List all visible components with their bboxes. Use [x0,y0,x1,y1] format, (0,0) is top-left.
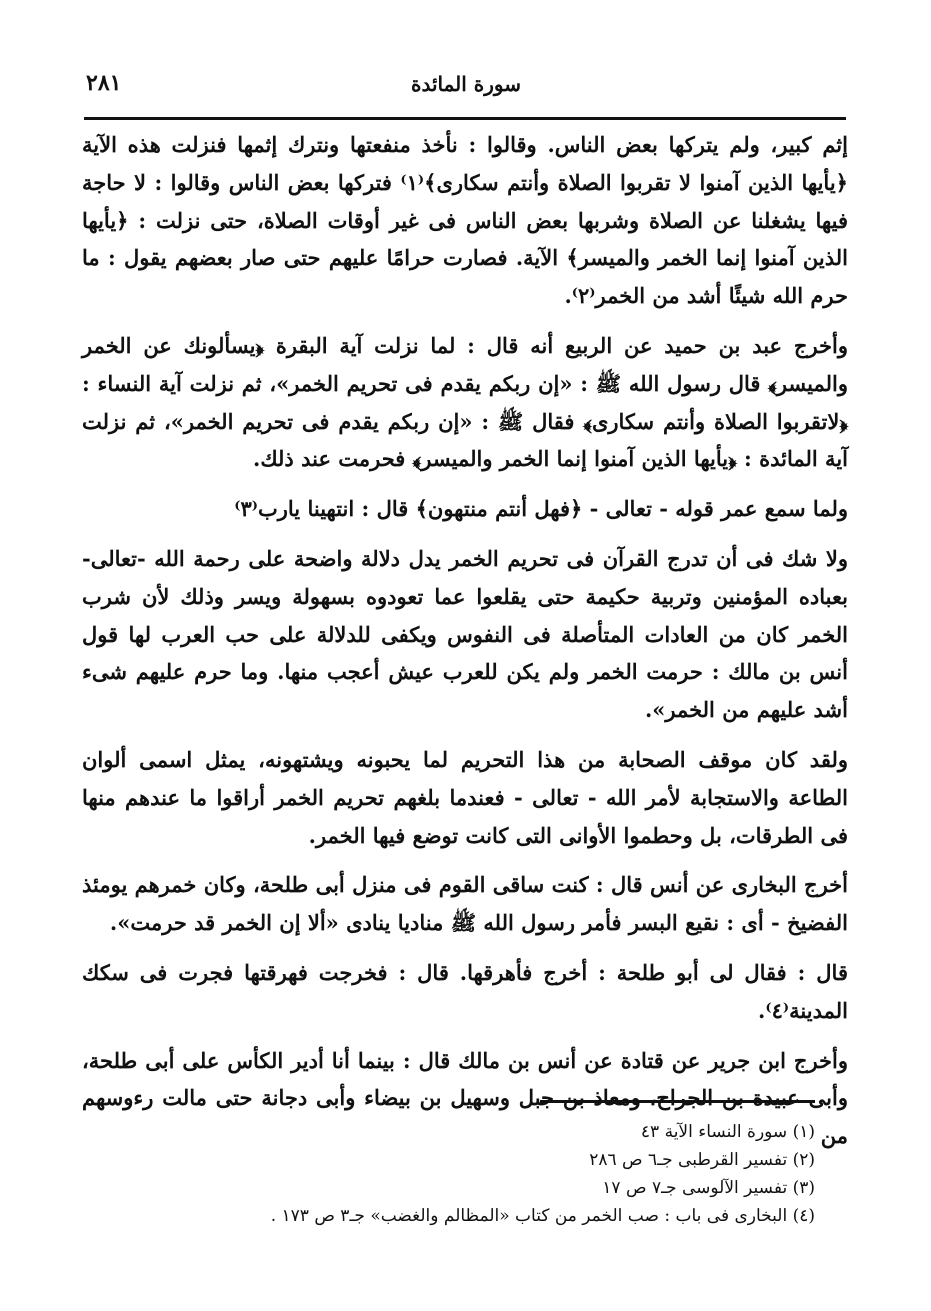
paragraph-text: إثم كبير، ولم يتركها بعض الناس. وقالوا : نأخذ منفعتها ونترك إثمها فنزلت هذه الآية ﴿يأيها الذين آمنوا لا تقربوا الصلاة وأنتم سكارى﴾⁽١⁾ فتركها بعض الناس وقالوا : لا حاجة فيها يشغلنا عن الصلاة وشربها بعض الناس فى غير أوقات الصلاة، حتى نزلت : ﴿يأيها الذين آمنوا إنما الخمر والميسر﴾ الآية. فصارت حرامًا عليهم حتى صار بعضهم يقول : ما حرم الله شيئًا أشد من الخمر⁽٢⁾. [82,132,848,309]
body-text [82,126,848,1167]
paragraph-text: وأخرج عبد بن حميد عن الربيع أنه قال : لما نزلت آية البقرة ﴿يسألونك عن الخمر والميسر﴾ قال رسول الله ﷺ : «إن ربكم يقدم فى تحريم الخمر»، ثم نزلت آية النساء : ﴿لاتقربوا الصلاة وأنتم سكارى﴾ فقال ﷺ : «إن ربكم يقدم فى تحريم الخمر»، ثم نزلت آية المائدة : ﴿يأيها الذين آمنوا إنما الخمر والميسر﴾ فحرمت عند ذلك. [82,332,848,472]
footnote-rule [540,1100,815,1103]
footnote: (١) سورة النساء الآية ٤٣ [640,1122,815,1142]
page-number: ٢٨١ [86,70,122,96]
paragraph [82,866,848,942]
paragraph-text: ولما سمع عمر قوله - تعالى - ﴿فهل أنتم منتهون﴾ قال : انتهينا يارب⁽٣⁾ [234,496,848,522]
paragraph [82,540,848,729]
paragraph [82,327,848,478]
footnote: (٣) تفسير الآلوسى جـ٧ ص ١٧ [602,1178,815,1198]
paragraph-text: أخرج البخارى عن أنس قال : كنت ساقى القوم فى منزل أبى طلحة، وكان خمرهم يومئذ الفضيخ - أى : نقيع البسر فأمر رسول الله ﷺ مناديا ينادى «ألا إن الخمر قد حرمت». [82,872,848,936]
footnote: (٤) البخارى فى باب : صب الخمر من كتاب «المظالم والغضب» جـ٣ ص ١٧٣ . [270,1206,815,1226]
surah-title: سورة المائدة [410,72,522,96]
footnote: (٢) تفسير القرطبى جـ٦ ص ٢٨٦ [589,1150,815,1170]
paragraph-text: قال : فقال لى أبو طلحة : أخرج فأهرقها. قال : فخرجت فهرقتها فجرت فى سكك المدينة⁽٤⁾. [82,959,848,1023]
paragraph [82,490,848,528]
paragraph-text: ولقد كان موقف الصحابة من هذا التحريم لما يحبونه ويشتهونه، يمثل اسمى ألوان الطاعة والاستجابة لأمر الله - تعالى - فعندما بلغهم تحريم الخمر أراقوا ما عندهم منها فى الطرقات، بل وحطموا الأوانى التى كانت توضع فيها الخمر. [82,746,848,848]
running-head [86,70,846,110]
paragraph-text: وأخرج ابن جرير عن قتادة عن أنس بن مالك قال : بينما أنا أدير الكأس على أبى طلحة، وأبى عبيدة بن الجراح، ومعاذ بن جبل وسهيل بن بيضاء وأبى دجانة حتى مالت رءوسهم من [82,1047,848,1149]
paragraph [82,954,848,1030]
header-rule [84,117,846,120]
paragraph [82,126,848,315]
paragraph [82,741,848,854]
footnotes [150,1118,815,1230]
paragraph-text: ولا شك فى أن تدرج القرآن فى تحريم الخمر يدل دلالة واضحة على رحمة الله -تعالى- بعباده المؤمنين وتربية حكيمة حتى يقلعوا عما تعودوه بسهولة ويسر وذلك لأن شرب الخمر كان من العادات المتأصلة فى النفوس ويكفى للدلالة على حب العرب لها قول أنس بن مالك : حرمت الخمر ولم يكن للعرب عيش أعجب منها. وما حرم عليهم شىء أشد عليهم من الخمر». [82,545,848,723]
